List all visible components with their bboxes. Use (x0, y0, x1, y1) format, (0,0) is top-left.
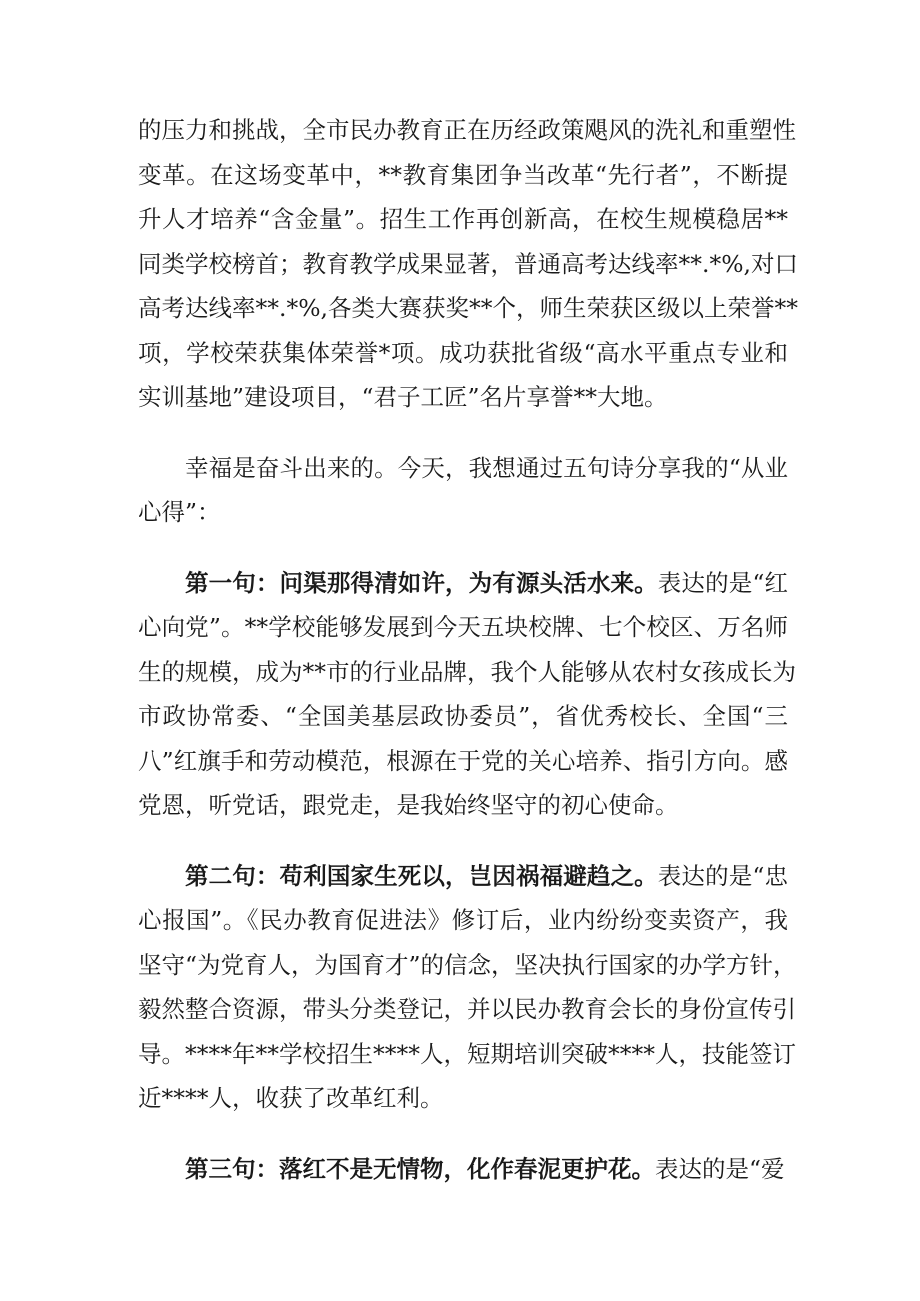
verse-heading: 第二句：苟利国家生死以，岂因祸福避趋之。 (185, 861, 658, 890)
text-line: 生的规模，成为**市的行业品牌，我个人能够从农村女孩成长为 (138, 657, 796, 686)
document-body (138, 108, 799, 1217)
text-line: 毅然整合资源，带头分类登记，并以民办教育会长的身份宣传引 (138, 995, 796, 1023)
text-line: 升人才培养“含金量”。招生工作再创新高，在校生规模稳居** (138, 205, 788, 233)
text-line: 心向党”。**学校能够发展到今天五块校牌、七个校区、万名师 (138, 613, 788, 641)
paragraph-achievements (138, 108, 799, 420)
verse-heading: 第三句：落红不是无情物，化作春泥更护花。 (185, 1154, 655, 1183)
text-line: 八”红旗手和劳动模范，根源在于党的关心培养、指引方向。感 (138, 746, 788, 775)
text-line: 高考达线率**.*%,各类大赛获奖**个，师生荣获区级以上荣誉** (138, 294, 799, 322)
text-line: 的压力和挑战，全市民办教育正在历经政策飓风的洗礼和重塑性 (138, 116, 796, 144)
text-line (138, 854, 788, 899)
text-line (138, 1147, 788, 1192)
text-line: 党恩，听党话，跟党走，是我始终坚守的初心使命。 (138, 791, 679, 819)
text-fragment: 表达的是“爱 (655, 1154, 785, 1183)
text-line (138, 561, 788, 606)
text-line: 实训基地”建设项目，“君子工匠”名片享誉**大地。 (138, 383, 668, 411)
paragraph-verse-two (138, 854, 797, 1121)
text-line: 心得”： (138, 498, 221, 526)
text-line: 近****人，收获了改革红利。 (138, 1084, 444, 1112)
text-line: 坚守“为党育人，为国育才”的信念，坚决执行国家的办学方针， (138, 950, 797, 979)
paragraph-verse-three (138, 1147, 788, 1192)
verse-heading: 第一句：问渠那得清如许，为有源头活水来。 (185, 568, 658, 597)
text-line: 幸福是奋斗出来的。今天，我想通过五句诗分享我的“从业 (185, 453, 788, 482)
text-line: 心报国”。《民办教育促进法》修订后，业内纷纷变卖资产，我 (138, 906, 788, 934)
text-line: 导。****年**学校招生****人，短期培训突破****人，技能签订 (138, 1039, 796, 1068)
text-line: 市政协常委、“全国美基层政协委员”，省优秀校长、全国“三 (138, 702, 788, 730)
text-line: 同类学校榜首；教育教学成果显著，普通高考达线率**.*%,对口 (138, 249, 799, 278)
paragraph-verse-one (138, 561, 796, 828)
text-fragment: 表达的是“红 (657, 568, 789, 597)
paragraph-intro (138, 446, 788, 535)
text-line: 变革。在这场变革中，**教育集团争当改革“先行者”，不断提 (138, 160, 788, 189)
text-line: 项，学校荣获集体荣誉*项。成功获批省级“高水平重点专业和 (138, 338, 788, 367)
text-fragment: 表达的是“忠 (657, 861, 789, 890)
